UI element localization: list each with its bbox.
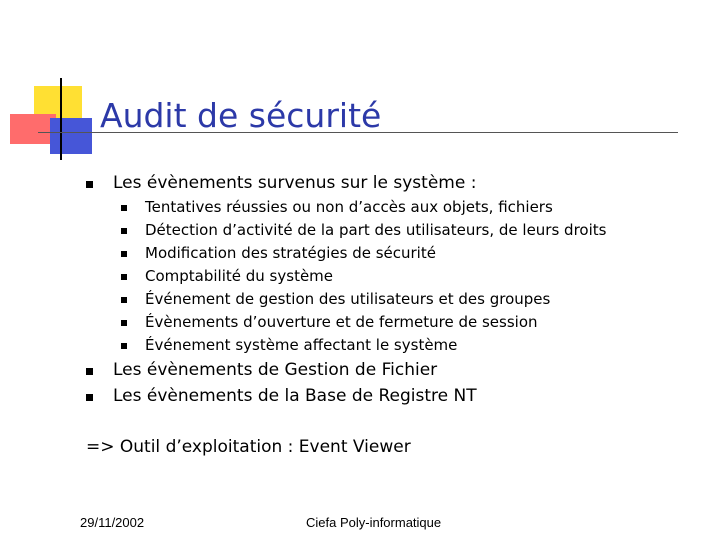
sub-bullet-text: Comptabilité du système — [145, 267, 334, 285]
sub-bullet-text: Événement système affectant le système — [145, 336, 458, 354]
sub-bullet-marker — [121, 343, 127, 349]
footer-date: 29/11/2002 — [80, 515, 145, 530]
sub-bullet-marker — [121, 320, 127, 326]
sub-bullet-text: Modification des stratégies de sécurité — [145, 244, 436, 262]
footer-organization: Ciefa Poly-informatique — [306, 515, 442, 530]
sub-bullet-text: Évènements d’ouverture et de fermeture de session — [145, 313, 538, 331]
sub-bullet-marker — [121, 205, 127, 211]
bullet-text: Les évènements de la Base de Registre NT — [113, 386, 477, 406]
sub-bullet-text: Tentatives réussies ou non d’accès aux objets, fichiers — [145, 198, 553, 216]
bullet-text: Les évènements de Gestion de Fichier — [113, 360, 438, 380]
decor-square-blue — [50, 118, 92, 154]
sub-bullet-marker — [121, 228, 127, 234]
sub-bullet-text: Détection d’activité de la part des utilisateurs, de leurs droits — [145, 221, 607, 239]
sub-bullet-text: Événement de gestion des utilisateurs et des groupes — [145, 290, 551, 308]
bullet-marker — [86, 181, 93, 188]
slide-title: Audit de sécurité — [100, 96, 382, 135]
bullet-text: Les évènements survenus sur le système : — [113, 173, 477, 193]
bullet-marker — [86, 394, 93, 401]
sub-bullet-marker — [121, 297, 127, 303]
decor-vertical-line — [60, 78, 62, 160]
sub-bullet-marker — [121, 251, 127, 257]
conclusion-text: => Outil d’exploitation : Event Viewer — [86, 437, 411, 457]
bullet-marker — [86, 368, 93, 375]
sub-bullet-marker — [121, 274, 127, 280]
